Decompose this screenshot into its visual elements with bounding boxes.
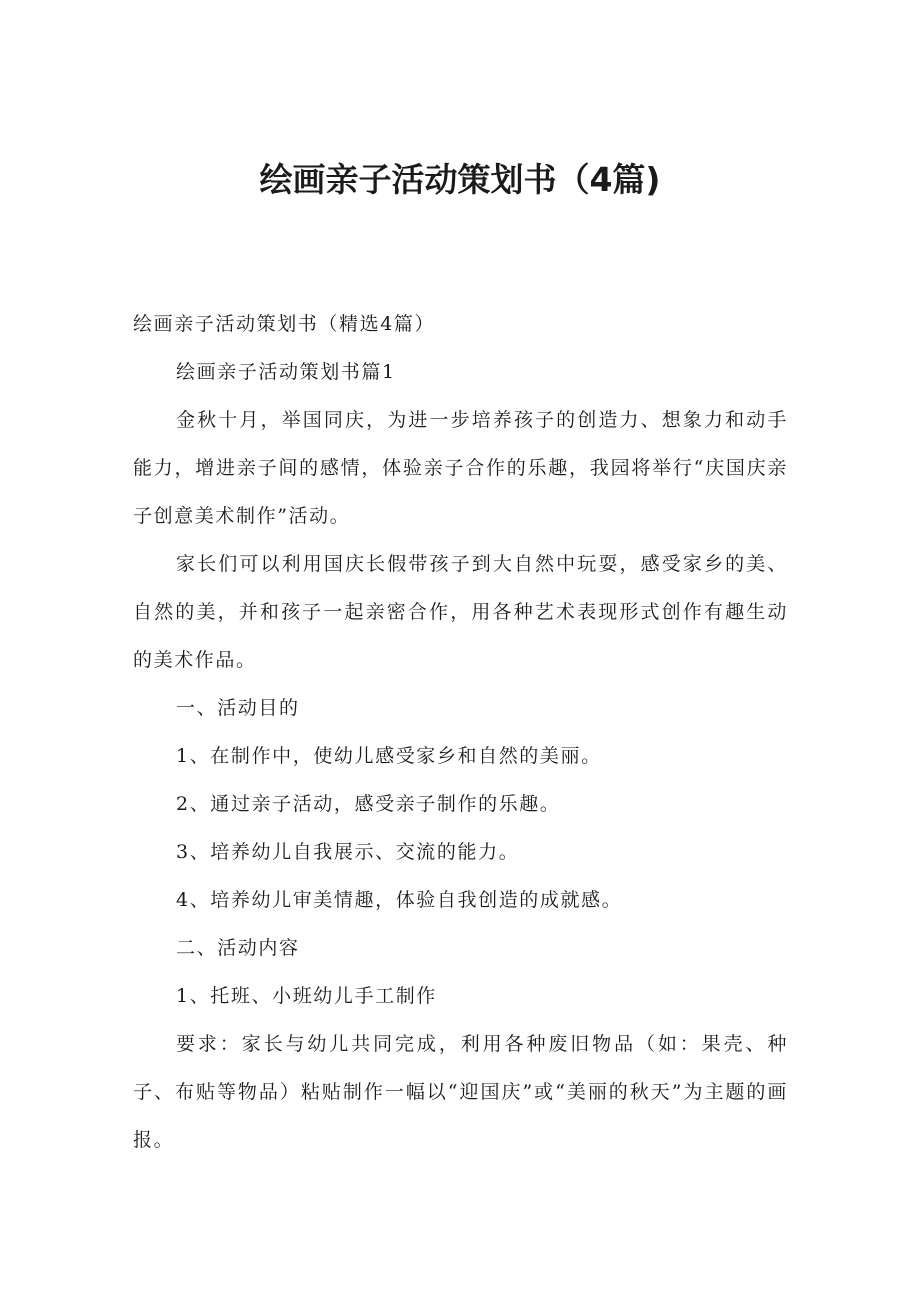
body-paragraph: 家长们可以利用国庆长假带孩子到大自然中玩耍，感受家乡的美、自然的美，并和孩子一起亲密合作，用各种艺术表现形式创作有趣生动的美术作品。 [133,553,788,671]
goal-item: 3、培养幼儿自我展示、交流的能力。 [176,841,520,863]
subtitle-paragraph: 绘画亲子活动策划书（精选4篇） [133,313,436,335]
document-body [133,300,788,1164]
heading-activity-goals: 一、活动目的 [176,697,300,719]
intro-paragraph: 金秋十月，举国同庆，为进一步培养孩子的创造力、想象力和动手能力，增进亲子间的感情，体验亲子合作的乐趣，我园将举行“庆国庆亲子创意美术制作”活动。 [133,409,788,527]
document-title: 绘画亲子活动策划书（4篇) [259,160,661,199]
content-item: 1、托班、小班幼儿手工制作 [176,985,437,1007]
goal-item: 1、在制作中，使幼儿感受家乡和自然的美丽。 [176,745,602,767]
goal-item: 4、培养幼儿审美情趣，体验自我创造的成就感。 [176,889,623,911]
heading-activity-content: 二、活动内容 [176,937,300,959]
section-heading: 绘画亲子活动策划书篇1 [176,361,396,383]
requirement-paragraph: 要求：家长与幼儿共同完成，利用各种废旧物品（如：果壳、种子、布贴等物品）粘贴制作一幅以“迎国庆”或“美丽的秋天”为主题的画报。 [133,1033,788,1151]
goal-item: 2、通过亲子活动，感受亲子制作的乐趣。 [176,793,561,815]
